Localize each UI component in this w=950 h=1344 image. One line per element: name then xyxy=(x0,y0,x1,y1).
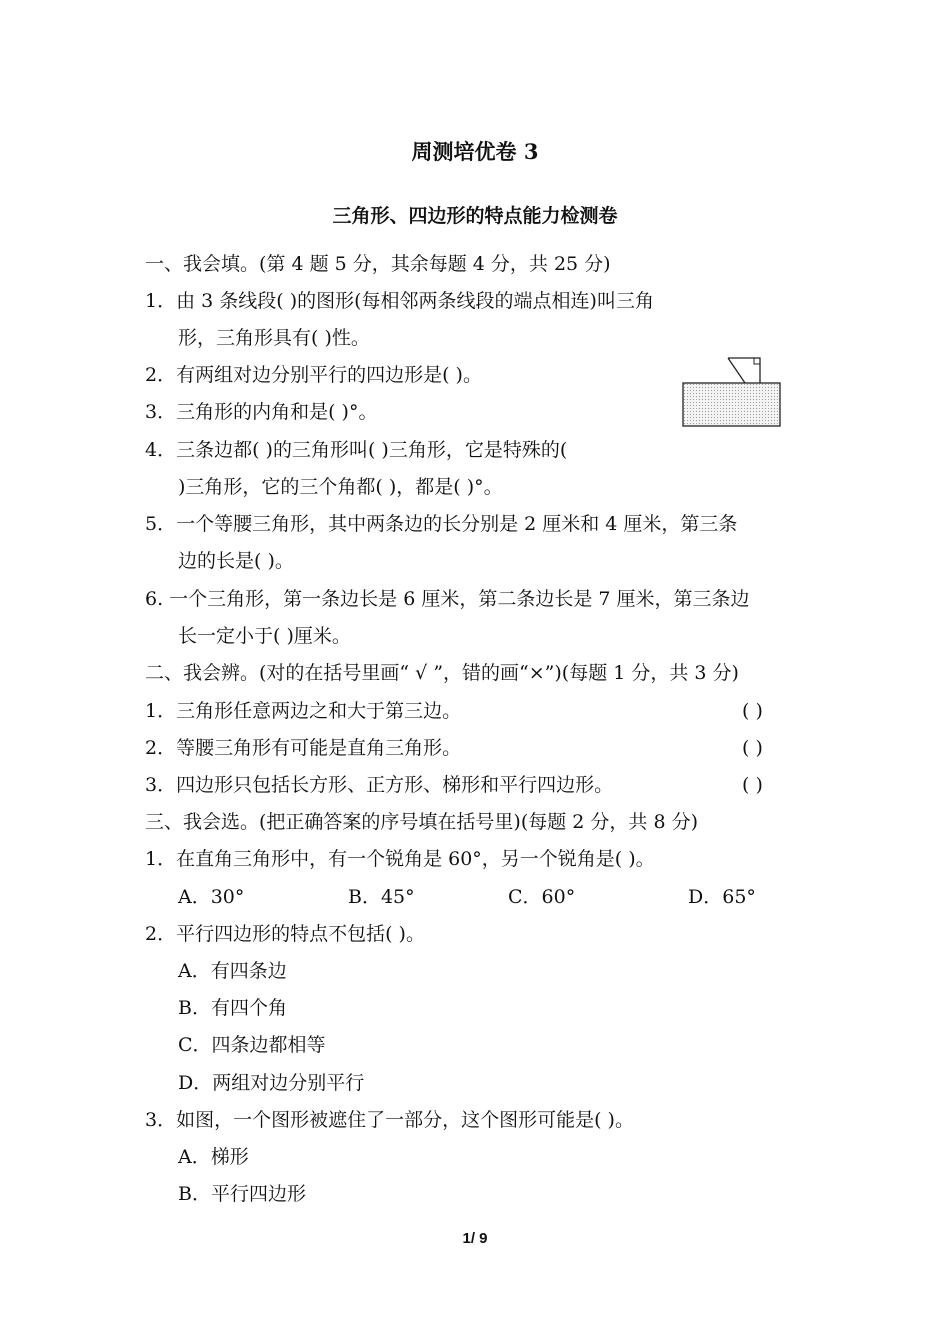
choice-question-2: 2．平行四边形的特点不包括( )。 xyxy=(145,923,425,945)
cover-block xyxy=(683,383,780,426)
question-4-line1: 4．三条边都( )的三角形叫( )三角形，它是特殊的( xyxy=(145,439,568,461)
option-a: A．30° xyxy=(178,886,245,908)
option-d: D．两组对边分别平行 xyxy=(178,1072,365,1094)
choice-question-1: 1．在直角三角形中，有一个锐角是 60°，另一个锐角是( )。 xyxy=(145,848,655,870)
page-number: 1/ 9 xyxy=(462,1230,488,1247)
option-c: C．四条边都相等 xyxy=(178,1034,326,1056)
judge-item-1: 1．三角形任意两边之和大于第三边。 xyxy=(145,700,462,722)
judge-item-2: 2．等腰三角形有可能是直角三角形。 xyxy=(145,737,462,759)
section1-heading: 一、我会填。(第 4 题 5 分，其余每题 4 分，共 25 分) xyxy=(145,253,611,275)
question-4-line2: )三角形，它的三个角都( )，都是( )°。 xyxy=(178,476,503,498)
judge-answer-bracket-1: ( ) xyxy=(742,700,763,722)
question-5-line2: 边的长是( )。 xyxy=(178,550,294,572)
judge-item-3: 3．四边形只包括长方形、正方形、梯形和平行四边形。 xyxy=(145,774,614,796)
shape-visible-edge xyxy=(728,358,760,383)
shape-slant-edge xyxy=(728,358,745,383)
section2-heading: 二、我会辨。(对的在括号里画“ √ ”，错的画“×”)(每题 1 分，共 3 分) xyxy=(145,662,739,684)
question-2: 2．有两组对边分别平行的四边形是( )。 xyxy=(145,364,482,386)
question-1-line1: 1．由 3 条线段( )的图形(每相邻两条线段的端点相连)叫三角 xyxy=(145,290,654,312)
option-b: B．平行四边形 xyxy=(178,1183,306,1205)
judge-answer-bracket-2: ( ) xyxy=(742,737,763,759)
question-3: 3．三角形的内角和是( )°。 xyxy=(145,401,378,423)
covered-shape-figure xyxy=(680,356,784,432)
option-d: D．65° xyxy=(688,886,756,908)
question-1-line2: 形，三角形具有( )性。 xyxy=(178,327,370,349)
option-a: A．梯形 xyxy=(178,1146,249,1168)
question-5-line1: 5．一个等腰三角形，其中两条边的长分别是 2 厘米和 4 厘米，第三条 xyxy=(145,513,738,535)
option-b: B．45° xyxy=(348,886,415,908)
question-6-line2: 长一定小于( )厘米。 xyxy=(178,625,351,647)
choice-question-3: 3．如图，一个图形被遮住了一部分，这个图形可能是( )。 xyxy=(145,1109,634,1131)
option-b: B．有四个角 xyxy=(178,997,287,1019)
page-title: 周测培优卷 3 xyxy=(411,139,539,164)
option-c: C．60° xyxy=(508,886,576,908)
judge-answer-bracket-3: ( ) xyxy=(742,774,763,796)
option-a: A．有四条边 xyxy=(178,960,287,982)
right-angle-mark xyxy=(754,358,760,364)
question-6-line1: 6. 一个三角形，第一条边长是 6 厘米，第二条边长是 7 厘米，第三条边 xyxy=(145,588,750,610)
page-subtitle: 三角形、四边形的特点能力检测卷 xyxy=(332,205,618,227)
section3-heading: 三、我会选。(把正确答案的序号填在括号里)(每题 2 分，共 8 分) xyxy=(145,811,698,833)
